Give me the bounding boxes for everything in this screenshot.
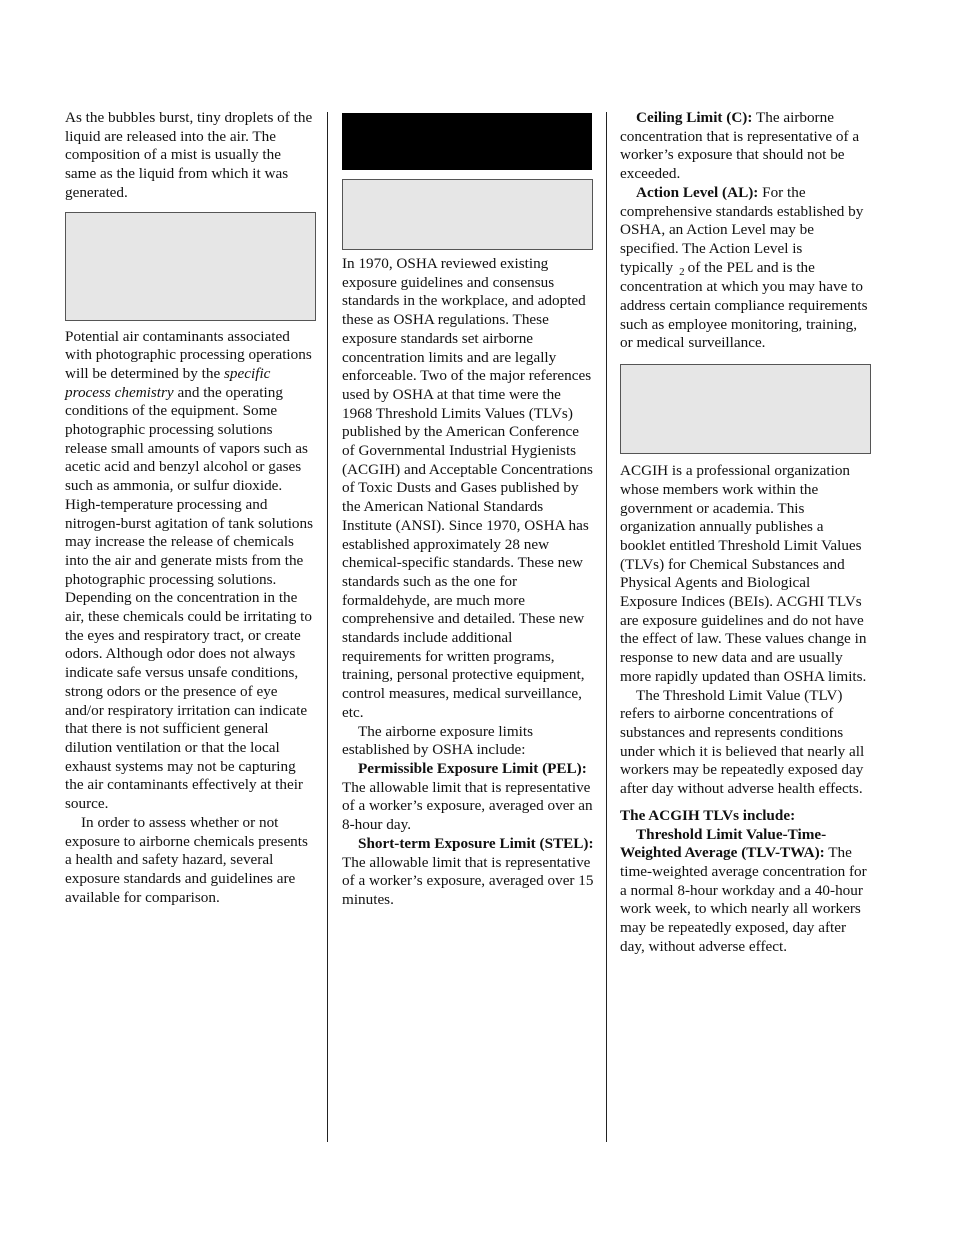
action-level-text-b: of the PEL and is the concentration at which you may have to address certain compliance requirements such as employee monitoring, training, or medical surveillance. bbox=[620, 258, 868, 352]
text-span: Potential air contaminants associated with photographic processing operations will be determined by the bbox=[65, 327, 312, 382]
stel-text: The allowable limit that is representative of a worker’s exposure, averaged over 15 minutes. bbox=[342, 853, 594, 908]
tlv-paragraph: The Threshold Limit Value (TLV) refers to airborne concentrations of substances and represents conditions under which it is believed that nearly all workers may be repeatedly exposed day after day without adverse health effects. bbox=[620, 686, 865, 798]
tlv-twa-text: The time-weighted average concentration for a normal 8-hour workday and a 40-hour work week, to which nearly all workers may be repeatedly exposed, day after day, without adverse effect. bbox=[620, 844, 867, 955]
stel-term: Short-term Exposure Limit (STEL): bbox=[358, 834, 594, 852]
gray-callout-box bbox=[65, 212, 316, 321]
mist-paragraph: As the bubbles burst, tiny droplets of the liquid are released into the air. The composition of a mist is usually the same as the liquid from which it was generated. bbox=[65, 109, 313, 201]
emphasis-specific-process-chemistry: specific process chemistry bbox=[65, 364, 271, 401]
gray-callout-box-acgih bbox=[620, 364, 871, 454]
column-2 bbox=[342, 109, 594, 910]
air-contaminants-paragraph bbox=[65, 328, 315, 814]
osha-limits-intro: The airborne exposure limits established by OSHA include: bbox=[342, 722, 534, 759]
pel-text: The allowable limit that is representative of a worker’s exposure, averaged over an 8-hour day. bbox=[342, 778, 593, 834]
pel-definition bbox=[342, 760, 594, 835]
pel-term: Permissible Exposure Limit (PEL): bbox=[358, 759, 587, 777]
column-divider-right bbox=[606, 112, 607, 1142]
action-level-fraction: 2 bbox=[679, 265, 685, 278]
column-3 bbox=[620, 109, 870, 956]
action-level-term: Action Level (AL): bbox=[636, 183, 759, 201]
column-1 bbox=[65, 109, 315, 907]
text-span: and the operating conditions of the equipment. Some photographic processing solutions release small amounts of vapors such as acetic acid and benzyl alcohol or gases such as ammonia, or sulfur dioxide. High-temperature processing and nitrogen-burst agitation of tank solutions may increase the release of chemicals into the air and generate mists from the photographic processing solutions. Depending on the concentration in the air, these chemicals could be irritating to the eyes and respiratory tract, or create odors. Although odor does not always indicate safe versus unsafe conditions, strong odors or the presence of eye and/or respiratory irritation can indicate that there is not sufficient general dilution ventilation or that the local exhaust systems may not be capturing the air contaminants effectively at their source. bbox=[65, 383, 314, 813]
stel-definition bbox=[342, 835, 594, 910]
osha-history-paragraph: In 1970, OSHA reviewed existing exposure guidelines and consensus standards in the workplace, and adopted these as OSHA regulations. These exposure standards set airborne concentration limits and are legally enforceable. Two of the major references used by OSHA at that time were the 1968 Threshold Limits Values (TLVs) published by the American Conference of Governmental Industrial Hygienists (ACGIH) and Acceptable Concentrations of Toxic Dusts and Gases published by the American National Standards Institute (ANSI). Since 1970, OSHA has established approximately 28 new chemical-specific standards. These new standards such as the one for formaldehyde, are much more comprehensive and detailed. These new standards include additional requirements for written programs, training, personal protective equipment, control measures, medical surveillance, etc. bbox=[342, 255, 593, 721]
column-divider-left bbox=[327, 112, 328, 1142]
tlv-twa-definition bbox=[620, 826, 870, 957]
tlv-twa-term: Threshold Limit Value-Time-Weighted Average (TLV-TWA): bbox=[620, 825, 827, 862]
acgih-paragraph: ACGIH is a professional organization whose members work within the government or academia. This organization annually publishes a booklet entitled Threshold Limit Values (TLVs) for Chemical Substances and Physical Agents and Biological Exposure Indices (BEIs). ACGHI TLVs are exposure guidelines and do not have the effect of law. These values change in response to new data and are usually more rapidly updated than OSHA limits. bbox=[620, 462, 867, 685]
gray-subheading-box bbox=[342, 179, 593, 250]
assess-exposure-paragraph: In order to assess whether or not exposure to airborne chemicals presents a health and safety hazard, several exposure standards and guidelines are available for comparison. bbox=[65, 813, 308, 906]
acgih-tlvs-heading: The ACGIH TLVs include: bbox=[620, 806, 796, 824]
black-heading-box bbox=[342, 113, 592, 170]
ceiling-term: Ceiling Limit (C): bbox=[636, 109, 753, 126]
action-level-text-a: For the comprehensive standards established by OSHA, an Action Level may be specified. The Action Level is typically bbox=[620, 183, 864, 276]
ceiling-limit-definition bbox=[620, 109, 870, 184]
ceiling-text: The airborne concentration that is representative of a worker’s exposure that should not be exceeded. bbox=[620, 109, 860, 183]
action-level-definition bbox=[620, 184, 870, 353]
